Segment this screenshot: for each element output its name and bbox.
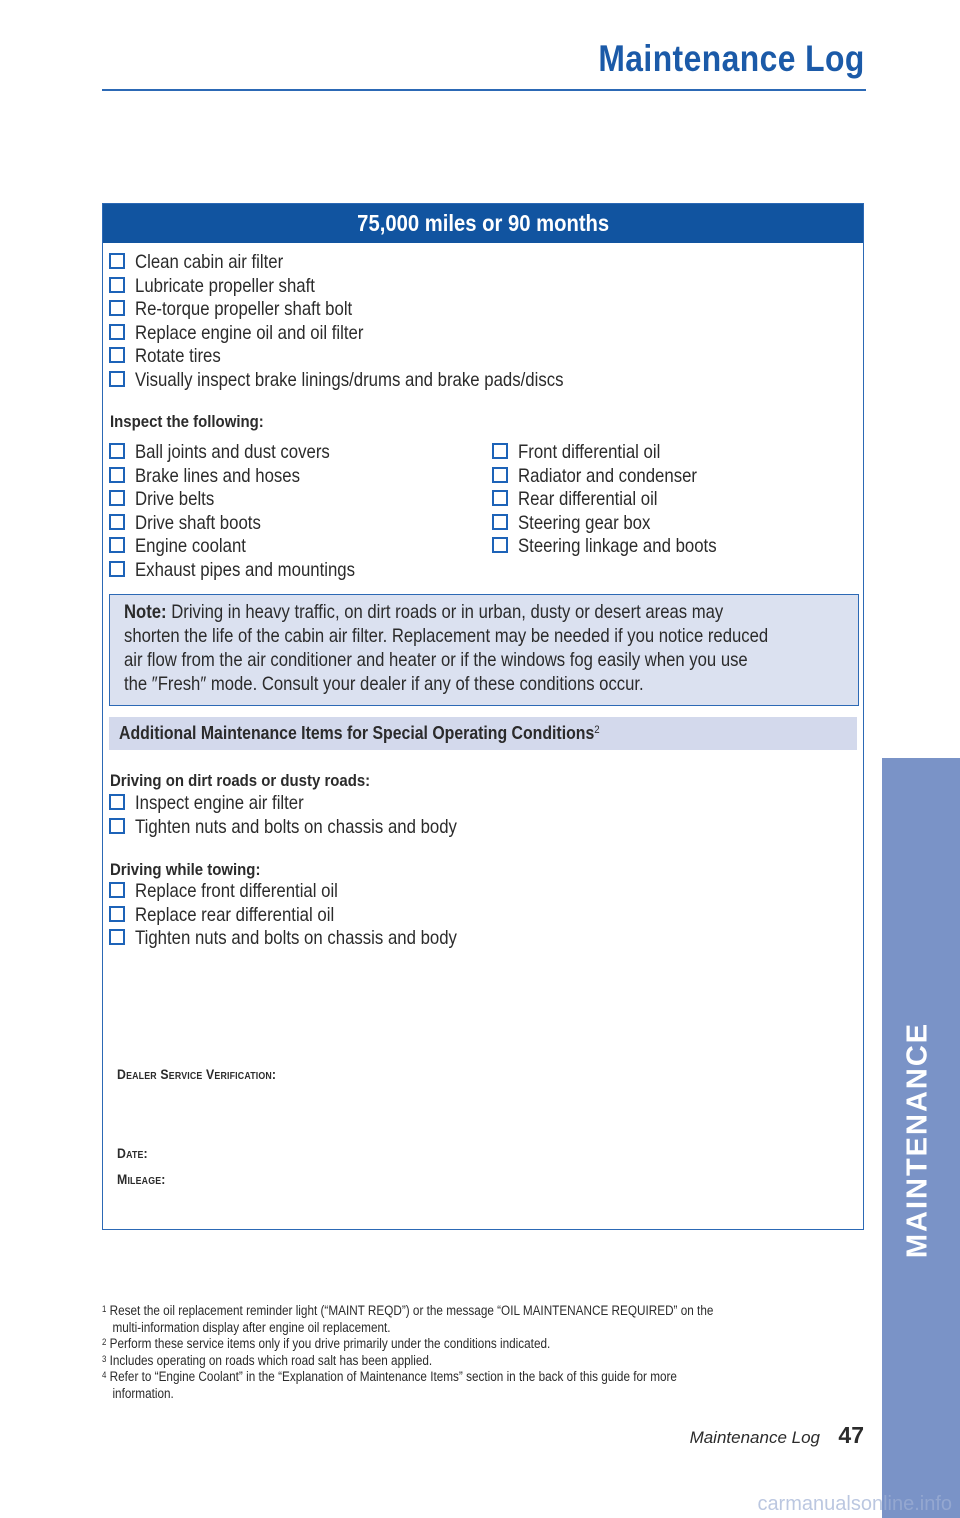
checklist-item xyxy=(109,512,391,536)
checkbox-icon[interactable] xyxy=(109,514,125,530)
checklist-item xyxy=(109,369,633,393)
checklist-item-label: Clean cabin air filter xyxy=(135,251,284,273)
checklist-item-label: Exhaust pipes and mountings xyxy=(135,558,356,581)
checkbox-icon[interactable] xyxy=(109,882,125,898)
checklist-item xyxy=(109,792,509,816)
footnote-text: Includes operating on roads which road salt has been applied. xyxy=(109,1352,433,1368)
checklist-item xyxy=(109,559,391,583)
checkbox-icon[interactable] xyxy=(109,443,125,459)
checklist-item-label: Tighten nuts and bolts on chassis and body xyxy=(135,927,457,949)
note-line-1: Note: Driving in heavy traffic, on dirt roads or in urban, dusty or desert areas may xyxy=(124,601,724,623)
main-service-list xyxy=(109,251,633,392)
checkbox-icon[interactable] xyxy=(109,818,125,834)
checkbox-icon[interactable] xyxy=(492,490,508,506)
dirt-roads-list xyxy=(109,792,509,839)
checkbox-icon[interactable] xyxy=(109,324,125,340)
checklist-item-label: Visually inspect brake linings/drums and brake pads/discs xyxy=(135,368,564,391)
checkbox-icon[interactable] xyxy=(109,371,125,387)
checklist-item xyxy=(109,345,633,369)
footnote-line xyxy=(102,1386,772,1403)
checklist-item-label: Replace engine oil and oil filter xyxy=(135,321,364,344)
note-label: Note: xyxy=(124,601,167,623)
note-line-2: shorten the life of the cabin air filter. Replacement may be needed if you notice reduced xyxy=(124,625,769,647)
cabin-filter-note xyxy=(109,594,859,706)
checkbox-icon[interactable] xyxy=(109,490,125,506)
inspect-list-right xyxy=(492,441,749,559)
checklist-item-label: Drive shaft boots xyxy=(135,511,261,534)
checkbox-icon[interactable] xyxy=(109,253,125,269)
checklist-item-label: Radiator and condenser xyxy=(518,464,698,487)
checklist-item xyxy=(109,275,633,299)
special-conditions-heading: Additional Maintenance Items for Special Operating Conditions$^2$ xyxy=(109,717,857,750)
checklist-item xyxy=(109,298,633,322)
page-title: Maintenance Log xyxy=(598,38,865,79)
footnote-number: 2 xyxy=(102,1337,107,1347)
page-number: 47 xyxy=(838,1422,864,1448)
footnote-text: multi-information display after engine oil replacement. xyxy=(112,1319,391,1335)
inspect-list-left xyxy=(109,441,391,582)
footnote-line xyxy=(102,1369,772,1386)
checklist-item xyxy=(109,880,509,904)
interval-header xyxy=(103,204,863,243)
maintenance-interval-box xyxy=(102,203,864,1230)
checkbox-icon[interactable] xyxy=(109,347,125,363)
title-divider xyxy=(102,89,866,91)
footnote-text: Refer to “Engine Coolant” in the “Explanation of Maintenance Items” section in the back of this guide for more xyxy=(109,1369,677,1384)
checklist-item xyxy=(109,816,509,840)
dealer-verification-label: Dealer Service Verification: xyxy=(117,1066,277,1082)
inspect-heading: Inspect the following: xyxy=(110,412,264,431)
checklist-item-label: Inspect engine air filter xyxy=(135,792,304,814)
checkbox-icon[interactable] xyxy=(109,537,125,553)
towing-heading: Driving while towing: xyxy=(110,860,261,879)
checkbox-icon[interactable] xyxy=(109,794,125,810)
checklist-item-label: Replace rear differential oil xyxy=(135,903,335,926)
checkbox-icon[interactable] xyxy=(109,300,125,316)
checklist-item-label: Replace front differential oil xyxy=(135,880,338,902)
checkbox-icon[interactable] xyxy=(492,467,508,483)
footnote-number: 1 xyxy=(102,1304,107,1314)
footnote-text: information. xyxy=(112,1385,174,1401)
footnotes xyxy=(102,1303,872,1402)
interval-title: 75,000 miles or 90 months xyxy=(356,210,609,236)
checklist-item xyxy=(109,904,509,928)
towing-list xyxy=(109,880,509,951)
checklist-item xyxy=(492,512,749,536)
checklist-item xyxy=(492,441,749,465)
checklist-item-label: Steering linkage and boots xyxy=(518,535,717,557)
checklist-item xyxy=(109,927,509,951)
checklist-item xyxy=(109,465,391,489)
checkbox-icon[interactable] xyxy=(492,514,508,530)
checklist-item xyxy=(492,535,749,559)
checklist-item-label: Front differential oil xyxy=(518,441,661,463)
checklist-item-label: Lubricate propeller shaft xyxy=(135,274,315,297)
checklist-item xyxy=(109,251,633,275)
footnote-number: 3 xyxy=(102,1353,107,1364)
checkbox-icon[interactable] xyxy=(109,561,125,577)
checklist-item-label: Rear differential oil xyxy=(518,488,658,510)
footnote-line xyxy=(102,1353,772,1370)
watermark: carmanualsonline.info xyxy=(757,1493,952,1515)
checklist-item-label: Tighten nuts and bolts on chassis and body xyxy=(135,815,457,838)
checklist-item xyxy=(109,535,391,559)
footnote-text: Reset the oil replacement reminder light (“MAINT REQD”) or the message “OIL MAINTENANCE REQUIRED” on the xyxy=(109,1303,714,1318)
checklist-item-label: Ball joints and dust covers xyxy=(135,441,330,463)
side-tab-label: MAINTENANCE xyxy=(901,1021,934,1259)
checkbox-icon[interactable] xyxy=(109,277,125,293)
footnote-text: Perform these service items only if you drive primarily under the conditions indicated. xyxy=(109,1336,551,1351)
checkbox-icon[interactable] xyxy=(109,906,125,922)
footnote-number: 4 xyxy=(102,1370,107,1380)
checkbox-icon[interactable] xyxy=(109,929,125,945)
checklist-item-label: Re-torque propeller shaft bolt xyxy=(135,298,353,320)
checklist-item xyxy=(109,488,391,512)
checklist-item xyxy=(492,488,749,512)
checklist-item xyxy=(109,441,391,465)
note-line-4: the ″Fresh″ mode. Consult your dealer if any of these conditions occur. xyxy=(124,673,644,695)
checkbox-icon[interactable] xyxy=(109,467,125,483)
date-label: Date: xyxy=(117,1145,148,1161)
checklist-item-label: Engine coolant xyxy=(135,535,246,557)
checklist-item-label: Rotate tires xyxy=(135,345,221,367)
dirt-roads-heading: Driving on dirt roads or dusty roads: xyxy=(110,771,371,790)
footnote-line xyxy=(102,1303,772,1320)
checkbox-icon[interactable] xyxy=(492,537,508,553)
note-line-3: air flow from the air conditioner and heater or if the windows fog easily when you use xyxy=(124,649,748,671)
footnote-line xyxy=(102,1336,772,1353)
footnote-line xyxy=(102,1320,772,1337)
checkbox-icon[interactable] xyxy=(492,443,508,459)
checklist-item-label: Drive belts xyxy=(135,488,215,510)
checklist-item xyxy=(109,322,633,346)
footer-section-label: Maintenance Log xyxy=(689,1428,820,1447)
checklist-item-label: Steering gear box xyxy=(518,511,651,534)
checklist-item xyxy=(492,465,749,489)
checklist-item-label: Brake lines and hoses xyxy=(135,464,301,487)
mileage-label: Mileage: xyxy=(117,1171,166,1187)
